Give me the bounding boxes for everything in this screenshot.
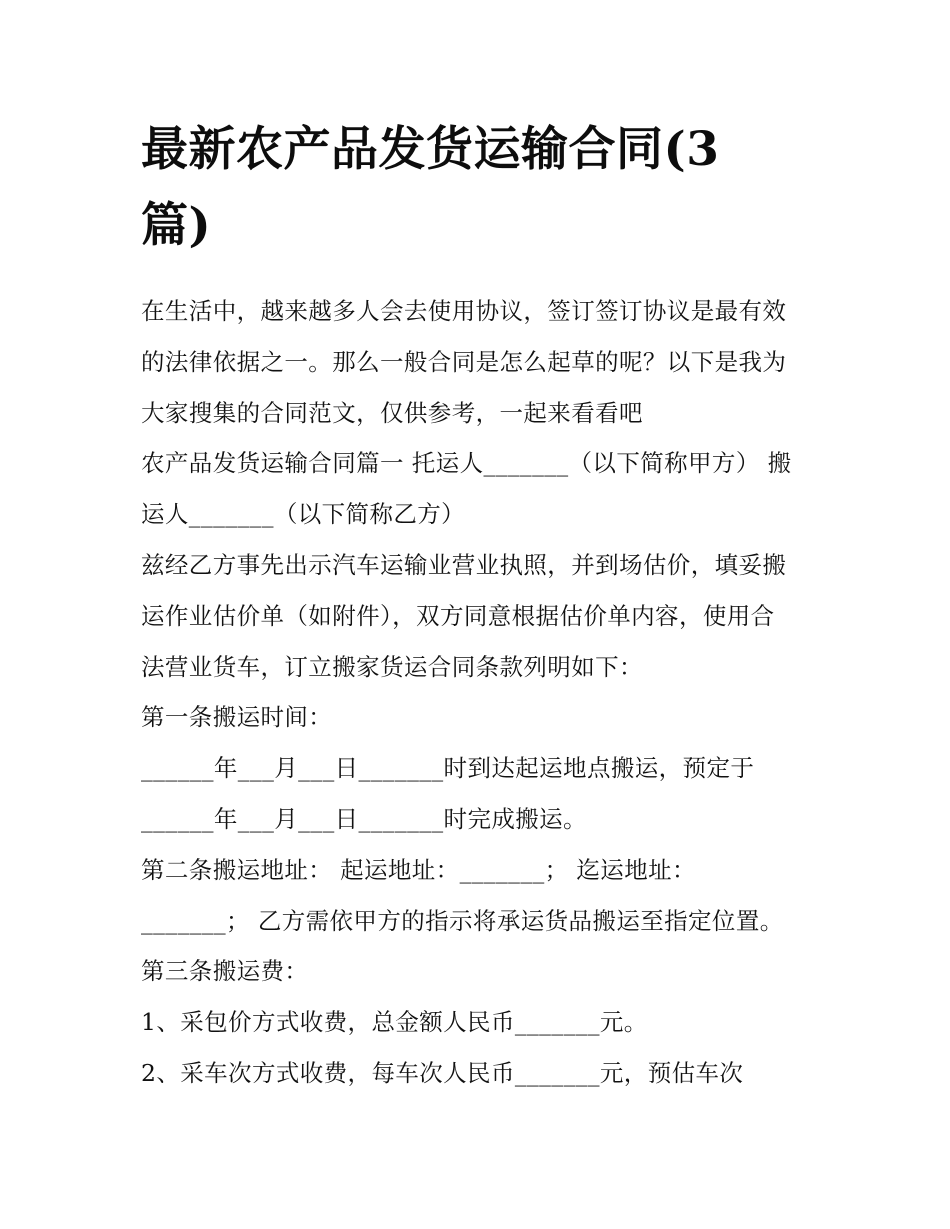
- preamble-paragraph: [141, 540, 821, 692]
- intro-paragraph: [141, 286, 821, 438]
- text-line: 第二条搬运地址： 起运地址：_______； 迄运地址：: [141, 855, 696, 884]
- document-body: [141, 286, 821, 1099]
- text-line: _______； 乙方需依甲方的指示将承运货品搬运至指定位置。: [141, 906, 784, 935]
- fee-item: [141, 1048, 821, 1099]
- text-line: 的法律依据之一。那么一般合同是怎么起草的呢？以下是我为: [141, 347, 787, 376]
- clause-paragraph: [141, 743, 821, 845]
- document-content: [141, 112, 821, 1099]
- text-line: 兹经乙方事先出示汽车运输业营业执照，并到场估价，填妥搬: [141, 550, 787, 579]
- text-line: 运人_______（以下简称乙方）: [141, 500, 466, 529]
- title-line: 最新农产品发货运输合同(3: [141, 122, 720, 177]
- text-line: 法营业货车，订立搬家货运合同条款列明如下：: [141, 652, 643, 681]
- text-line: 第一条搬运时间：: [141, 703, 333, 732]
- text-line: ______年___月___日_______时完成搬运。: [141, 804, 587, 833]
- text-line: 2、采车次方式收费，每车次人民币_______元，预估车次: [141, 1058, 744, 1087]
- text-line: 农产品发货运输合同篇一 托运人_______（以下简称甲方） 搬: [141, 449, 792, 478]
- parties-paragraph: [141, 438, 821, 540]
- text-line: 第三条搬运费：: [141, 957, 309, 986]
- text-line: ______年___月___日_______时到达起运地点搬运，预定于: [141, 754, 755, 783]
- title-line: 篇): [141, 198, 212, 253]
- clause-paragraph: [141, 845, 821, 947]
- clause-heading: [141, 946, 821, 997]
- text-line: 大家搜集的合同范文，仅供参考，一起来看看吧: [141, 398, 643, 427]
- text-line: 1、采包价方式收费，总金额人民币_______元。: [141, 1008, 648, 1037]
- fee-item: [141, 997, 821, 1048]
- document-title: [141, 112, 821, 264]
- text-line: 在生活中，越来越多人会去使用协议，签订签订协议是最有效: [141, 297, 787, 325]
- clause-heading: [141, 692, 821, 743]
- text-line: 运作业估价单（如附件），双方同意根据估价单内容，使用合: [141, 601, 775, 630]
